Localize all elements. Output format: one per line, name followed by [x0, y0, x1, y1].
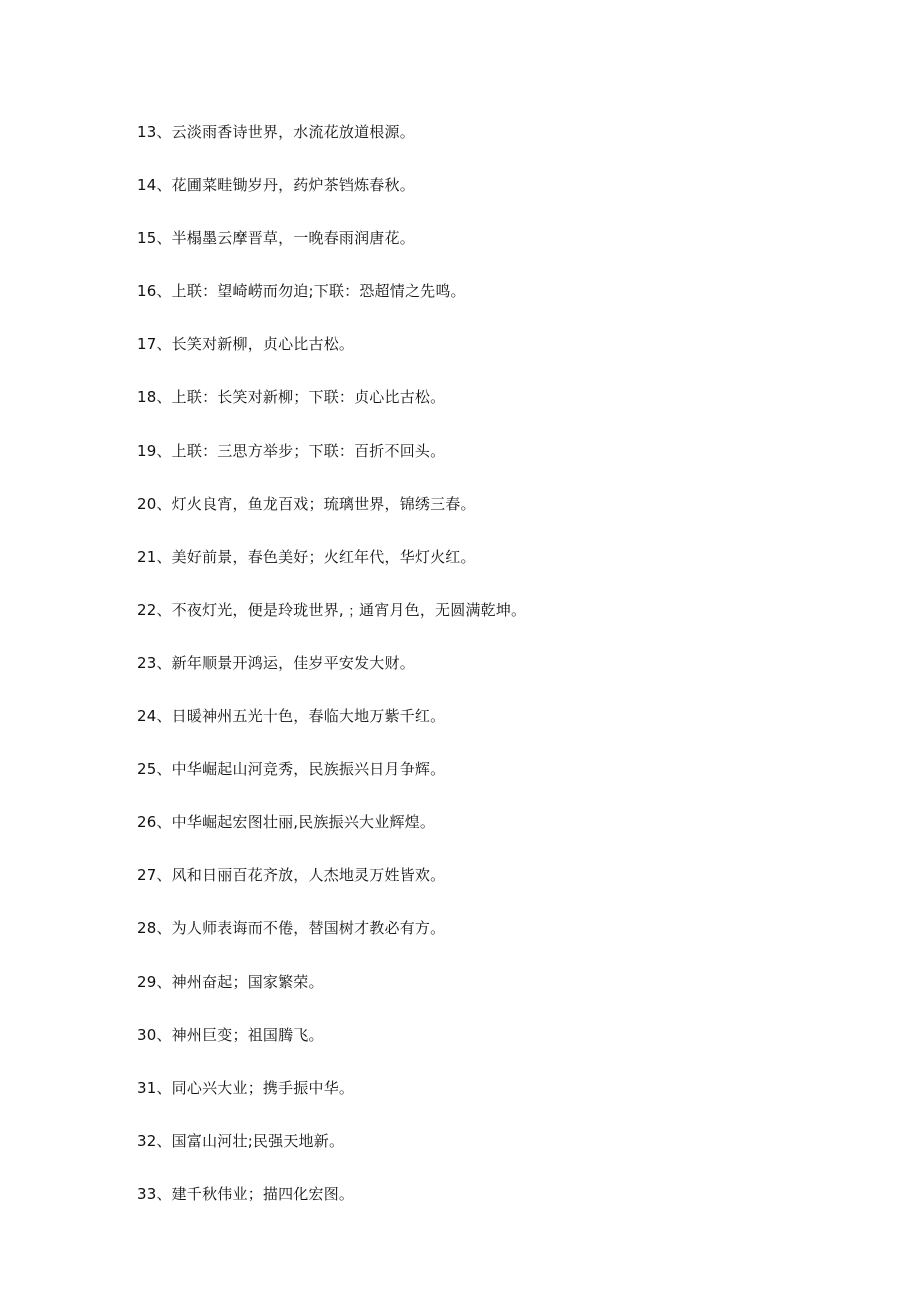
list-item: 26、中华崛起宏图壮丽,民族振兴大业辉煌。: [137, 813, 436, 832]
list-item: 25、中华崛起山河竞秀，民族振兴日月争辉。: [137, 760, 446, 779]
list-item: 19、上联：三思方举步；下联：百折不回头。: [137, 441, 446, 460]
list-item: 17、长笑对新柳，贞心比古松。: [137, 335, 355, 354]
list-item: 21、美好前景，春色美好；火红年代，华灯火红。: [137, 547, 476, 566]
list-item: 14、花圃菜畦锄岁丹，药炉茶铛炼春秋。: [137, 176, 415, 195]
list-item: 23、新年顺景开鸿运，佳岁平安发大财。: [137, 653, 415, 672]
couplet-list: [137, 121, 837, 1236]
list-item: 32、国富山河壮;民强天地新。: [137, 1131, 345, 1150]
list-item: 18、上联：长笑对新柳；下联：贞心比古松。: [137, 388, 446, 407]
list-item: 24、日暖神州五光十色，春临大地万紫千红。: [137, 707, 446, 726]
list-item: 28、为人师表诲而不倦，替国树才教必有方。: [137, 919, 446, 938]
list-item: 30、神州巨变；祖国腾飞。: [137, 1025, 324, 1044]
list-item: 15、半榻墨云摩晋草，一晚春雨润唐花。: [137, 229, 415, 248]
list-item: 20、灯火良宵，鱼龙百戏；琉璃世界，锦绣三春。: [137, 494, 476, 513]
list-item: 27、风和日丽百花齐放，人杰地灵万姓皆欢。: [137, 866, 446, 885]
list-item: 33、建千秋伟业；描四化宏图。: [137, 1184, 355, 1203]
list-item: 31、同心兴大业；携手振中华。: [137, 1078, 355, 1097]
list-item: 16、上联：望崎崂而勿迫;下联：恐超情之先鸣。: [137, 282, 466, 301]
list-item: 22、不夜灯光，便是玲珑世界,﹔通宵月色，无圆满乾坤。: [137, 600, 527, 619]
list-item: 13、云淡雨香诗世界，水流花放道根源。: [137, 123, 415, 141]
list-item: 29、神州奋起；国家繁荣。: [137, 972, 324, 991]
